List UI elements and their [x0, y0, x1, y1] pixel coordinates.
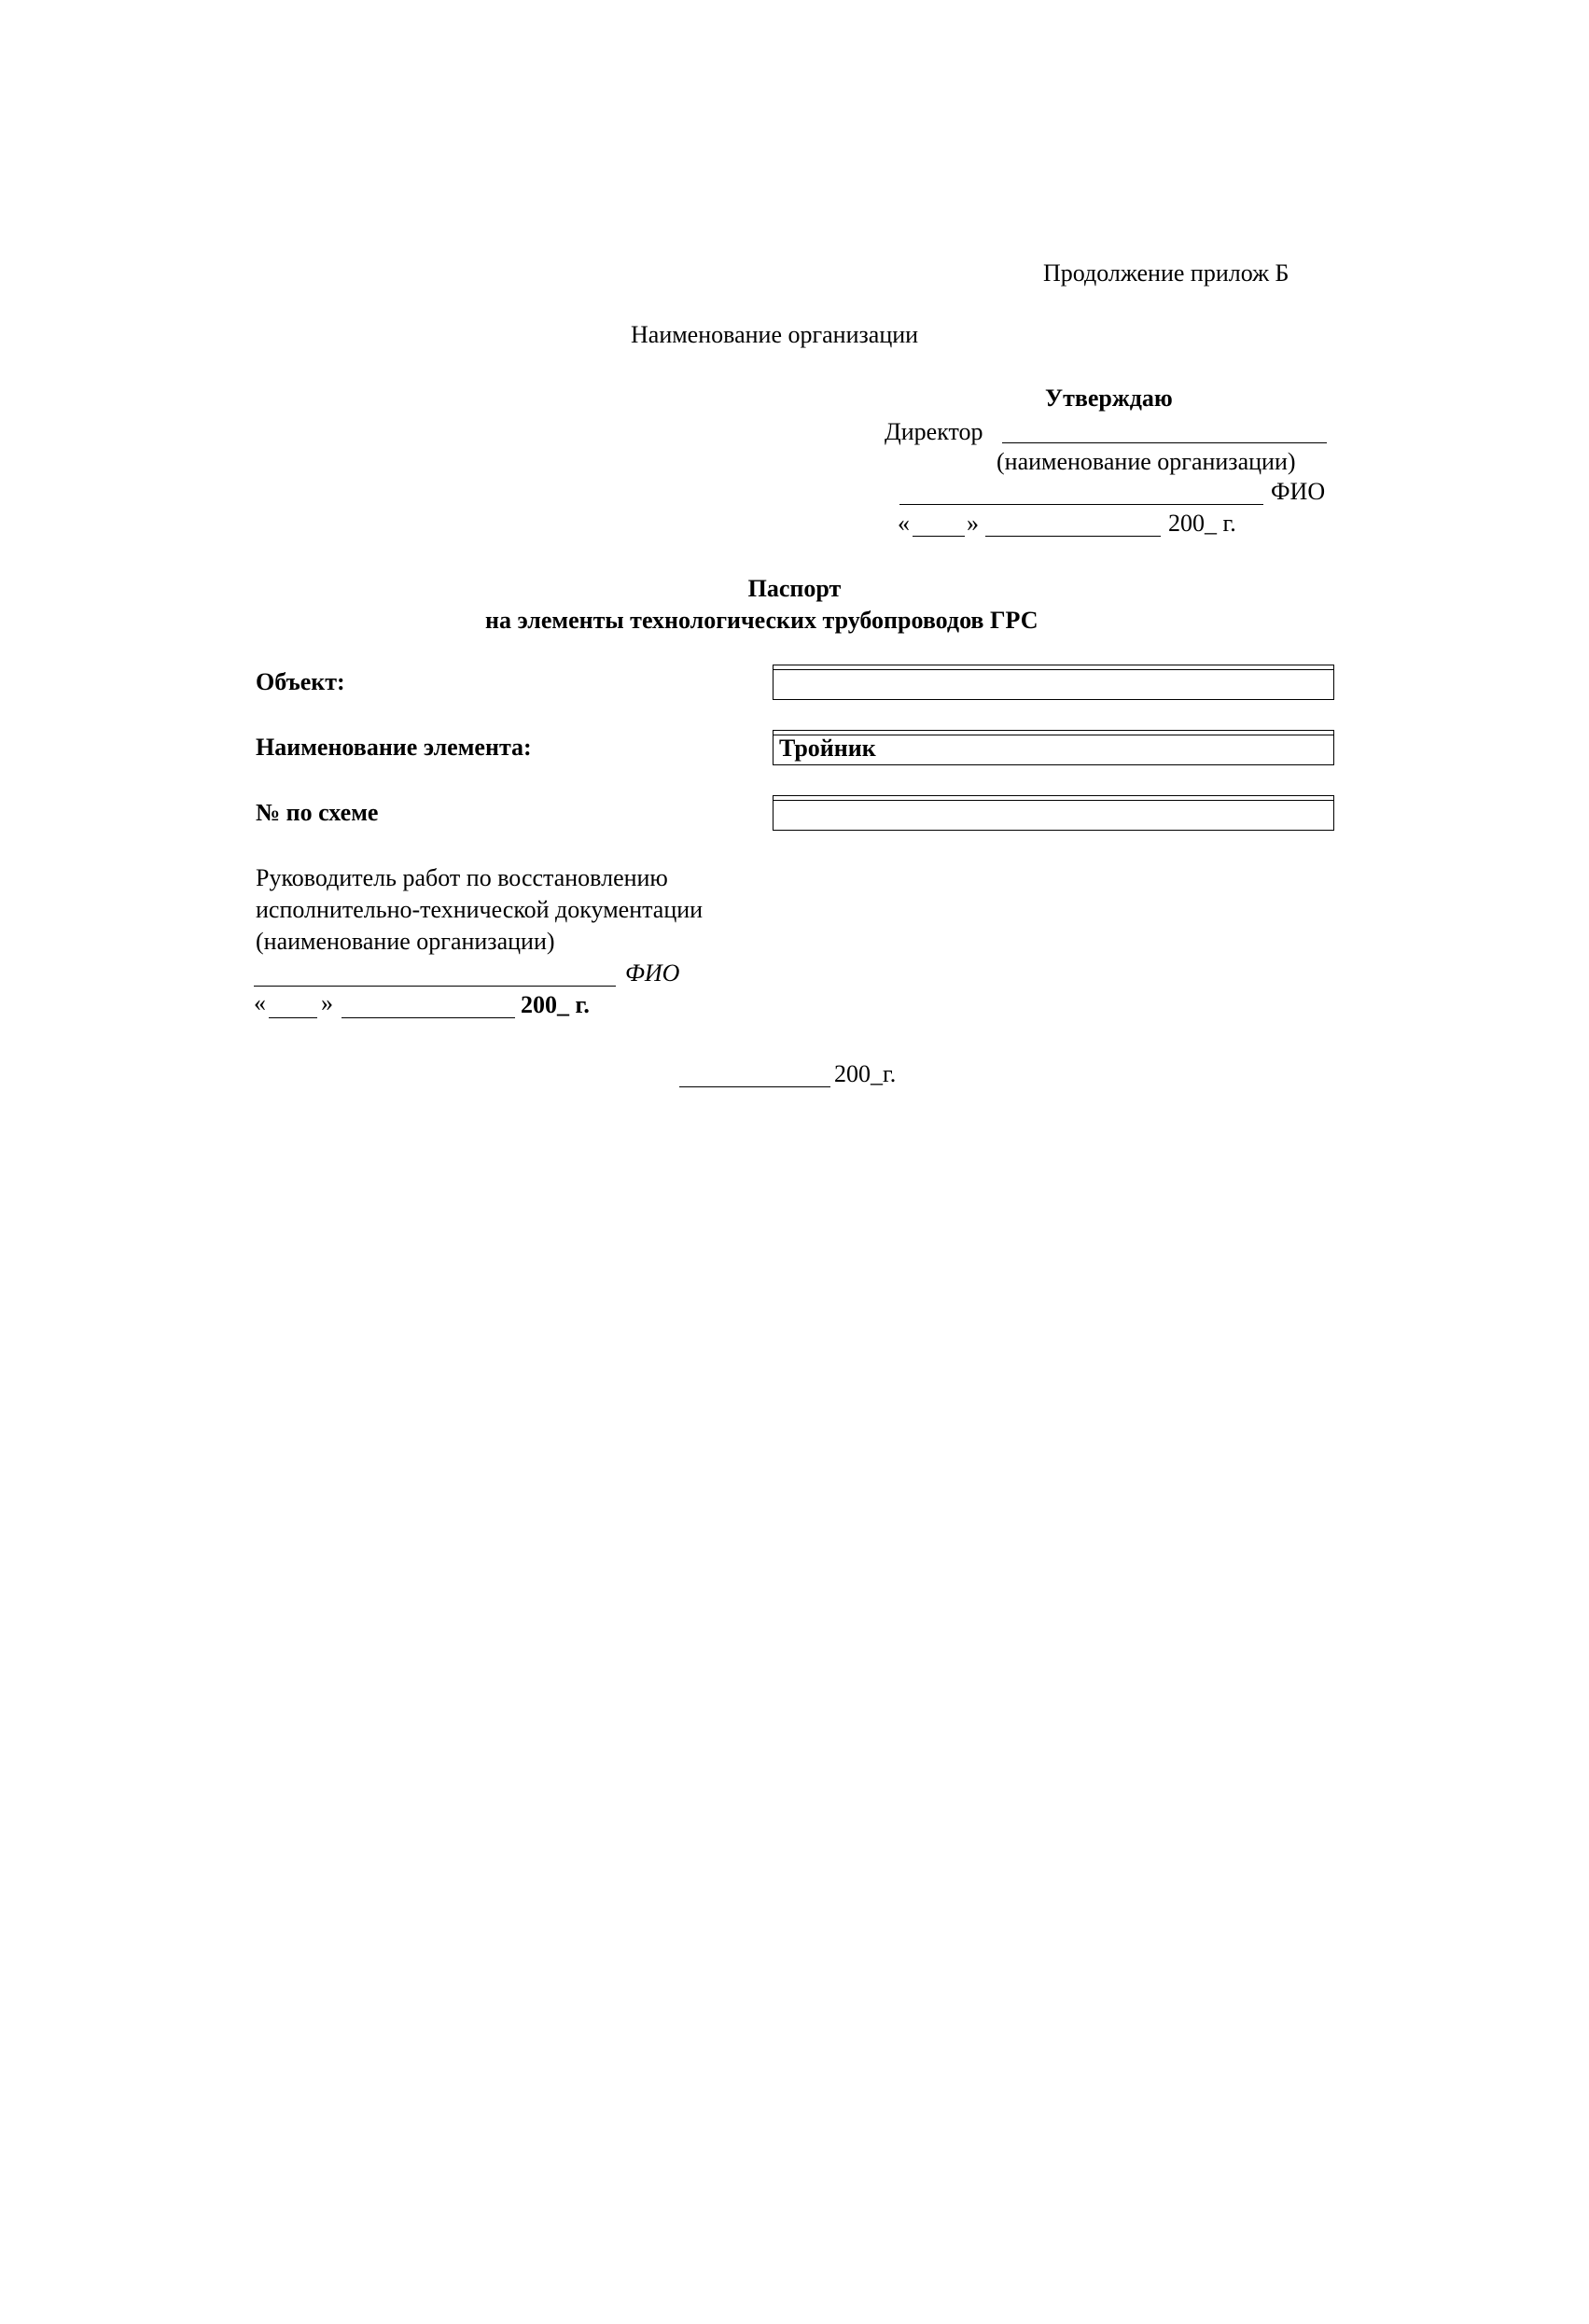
director-label: Директор: [885, 418, 983, 445]
element-name-value: Тройник: [779, 735, 876, 762]
element-name-field: [773, 730, 1334, 765]
responsible-day-line: [269, 1017, 317, 1018]
responsible-date-open-quote: «: [254, 989, 266, 1016]
responsible-date-close-quote: »: [321, 989, 333, 1016]
scheme-number-label: № по схеме: [256, 799, 379, 826]
scheme-number-field-rule: [774, 800, 1333, 801]
approval-day-line: [913, 536, 965, 537]
object-field: [773, 665, 1334, 700]
director-signature-line: [1002, 442, 1327, 443]
continuation-label: Продолжение прилож Б: [1043, 259, 1289, 287]
responsible-month-line: [341, 1017, 515, 1018]
responsible-line-3: (наименование организации): [256, 928, 555, 955]
responsible-fio-line: [254, 986, 616, 987]
footer-place-line: [679, 1086, 830, 1087]
approval-date-close-quote: »: [967, 510, 979, 537]
responsible-line-2: исполнительно-технической документации: [256, 896, 704, 923]
director-fio-label: ФИО: [1271, 478, 1326, 505]
scheme-number-field: [773, 795, 1334, 831]
director-org-hint: (наименование организации): [997, 448, 1296, 475]
responsible-year: 200_ г.: [521, 991, 590, 1018]
approval-year: 200_ г.: [1168, 510, 1236, 537]
responsible-fio-label: ФИО: [625, 959, 680, 987]
document-subtitle: на элементы технологических трубопроводов ГРС: [485, 607, 1038, 634]
approval-date-open-quote: «: [898, 510, 910, 537]
document-title: Паспорт: [747, 575, 842, 602]
object-field-rule: [774, 669, 1333, 670]
footer-year: 200_г.: [834, 1060, 897, 1087]
object-label: Объект:: [256, 668, 345, 695]
responsible-line-1: Руководитель работ по восстановлению: [256, 864, 668, 891]
organization-name-label: Наименование организации: [631, 321, 919, 348]
approval-month-line: [985, 536, 1161, 537]
element-name-label: Наименование элемента:: [256, 734, 532, 761]
director-fio-line: [899, 504, 1263, 505]
approve-label: Утверждаю: [1045, 385, 1173, 412]
